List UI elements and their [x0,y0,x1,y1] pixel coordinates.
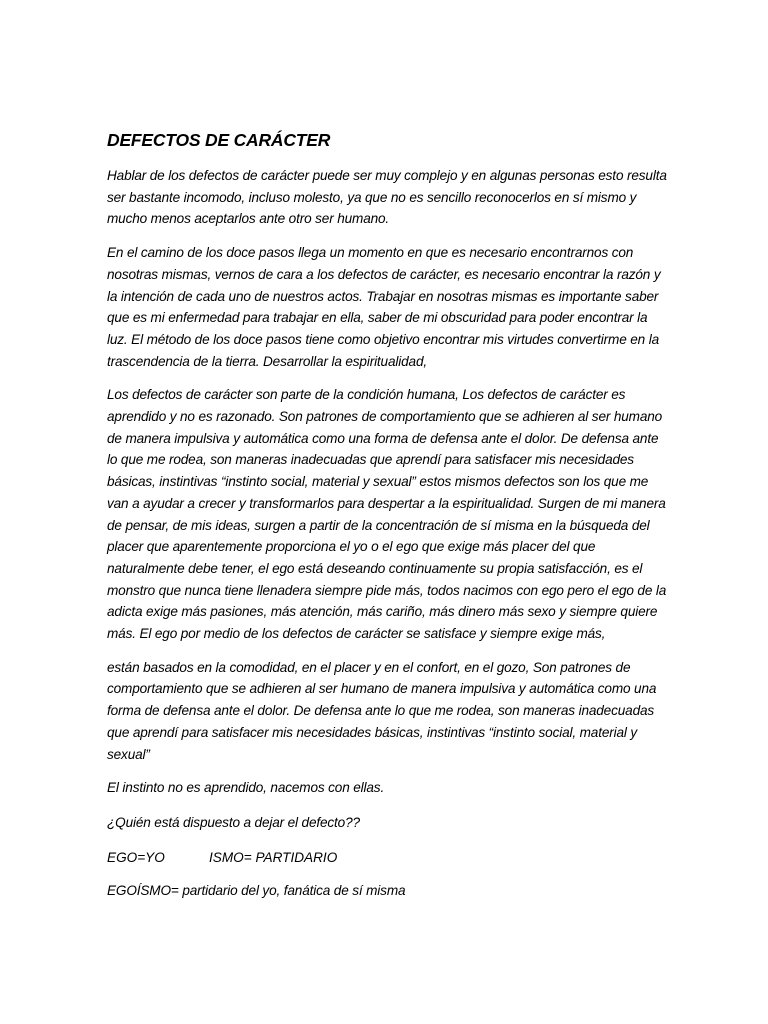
paragraph-defectos: Los defectos de carácter son parte de la condición humana, Los defectos de carácter es aprendido y no es razonado. Son patrones de comportamiento que se adhieren al ser humano de manera impulsiva y automática como una forma de defensa ante el dolor. De defensa ante lo que me rodea, son maneras inadecuadas que aprendí para satisfacer mis necesidades básicas, instintivas “instinto social, material y sexual” estos mismos defectos son los que me van a ayudar a crecer y transformarlos para despertar a la espiritualidad. Surgen de mi manera de pensar, de mis ideas, surgen a partir de la concentración de sí misma en la búsqueda del placer que aparentemente proporciona el yo o el ego que exige más placer del que naturalmente debe tener, el ego está deseando continuamente su propia satisfacción, es el monstro que nunca tiene llenadera siempre pide más, todos nacimos con ego pero el ego de la adicta exige más pasiones, más atención, más cariño, más dinero más sexo y siempre quiere más. El ego por medio de los defectos de carácter se satisface y siempre exige más, [107,387,667,642]
paragraph-doce-pasos: En el camino de los doce pasos llega un momento en que es necesario encontrarnos con nosotras mismas, vernos de cara a los defectos de carácter, es necesario encontrar la razón y la intención de cada uno de nuestros actos. Trabajar en nosotras mismas es importante saber que es mi enfermedad para trabajar en ella, saber de mi obscuridad para poder encontrar la luz. El método de los doce pasos tiene como objetivo encontrar mis virtudes convertirme en la trascendencia de la tierra. Desarrollar la espiritualidad, [107,245,661,369]
paragraph-instinto: El instinto no es aprendido, nacemos con ellas. [107,780,385,796]
ego-definition-line [107,847,668,869]
egoismo-definition: EGOÍSMO= partidario del yo, fanática de sí misma [107,883,406,899]
paragraph-intro: Hablar de los defectos de carácter puede ser muy complejo y en algunas personas esto resulta ser bastante incomodo, incluso molesto, ya que no es sencillo reconocerlos en sí mismo y mucho menos aceptarlos ante otro ser humano. [107,168,667,227]
document-title: DEFECTOS DE CARÁCTER [107,130,331,150]
ego-definition: EGO=YO [107,849,165,865]
paragraph-pregunta: ¿Quién está dispuesto a dejar el defecto?? [107,814,360,830]
paragraph-comodidad: están basados en la comodidad, en el placer y en el confort, en el gozo, Son patrones de comportamiento que se adhieren al ser humano de manera impulsiva y automática como una forma de defensa ante el dolor. De defensa ante lo que me rodea, son maneras inadecuadas que aprendí para satisfacer mis necesidades básicas, instintivas “instinto social, material y sexual” [107,659,657,762]
ismo-definition: ISMO= PARTIDARIO [209,849,338,865]
